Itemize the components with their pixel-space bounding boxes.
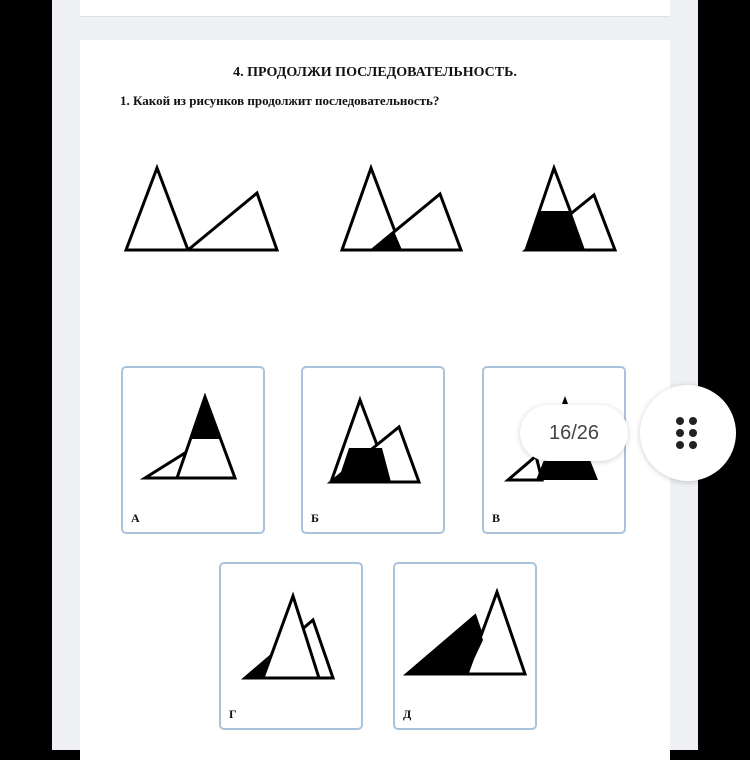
question-card xyxy=(80,40,670,760)
previous-card xyxy=(80,0,670,17)
option-e[interactable] xyxy=(393,562,537,730)
option-d[interactable] xyxy=(219,562,363,730)
option-c-label: В xyxy=(492,511,501,525)
option-a-label: А xyxy=(131,511,140,525)
option-b-label: Б xyxy=(311,511,319,525)
sequence-figure-1 xyxy=(124,166,279,256)
question-text: 1. Какой из рисунков продолжит последовательность? xyxy=(120,93,440,108)
option-a[interactable] xyxy=(121,366,265,534)
option-e-label: Д xyxy=(403,707,412,721)
menu-button[interactable] xyxy=(640,385,736,481)
option-e-figure xyxy=(405,590,535,680)
sequence-figure-3 xyxy=(524,166,619,256)
option-b-figure xyxy=(329,398,424,488)
option-b[interactable] xyxy=(301,366,445,534)
page-indicator: 16/26 xyxy=(520,405,628,461)
grip-dots-icon xyxy=(676,417,698,449)
option-a-figure xyxy=(143,394,243,484)
sequence-figure-2 xyxy=(340,166,465,256)
option-d-figure xyxy=(243,594,343,684)
section-title: 4. ПРОДОЛЖИ ПОСЛЕДОВАТЕЛЬНОСТЬ. xyxy=(233,65,517,80)
option-d-label: Г xyxy=(229,707,237,721)
